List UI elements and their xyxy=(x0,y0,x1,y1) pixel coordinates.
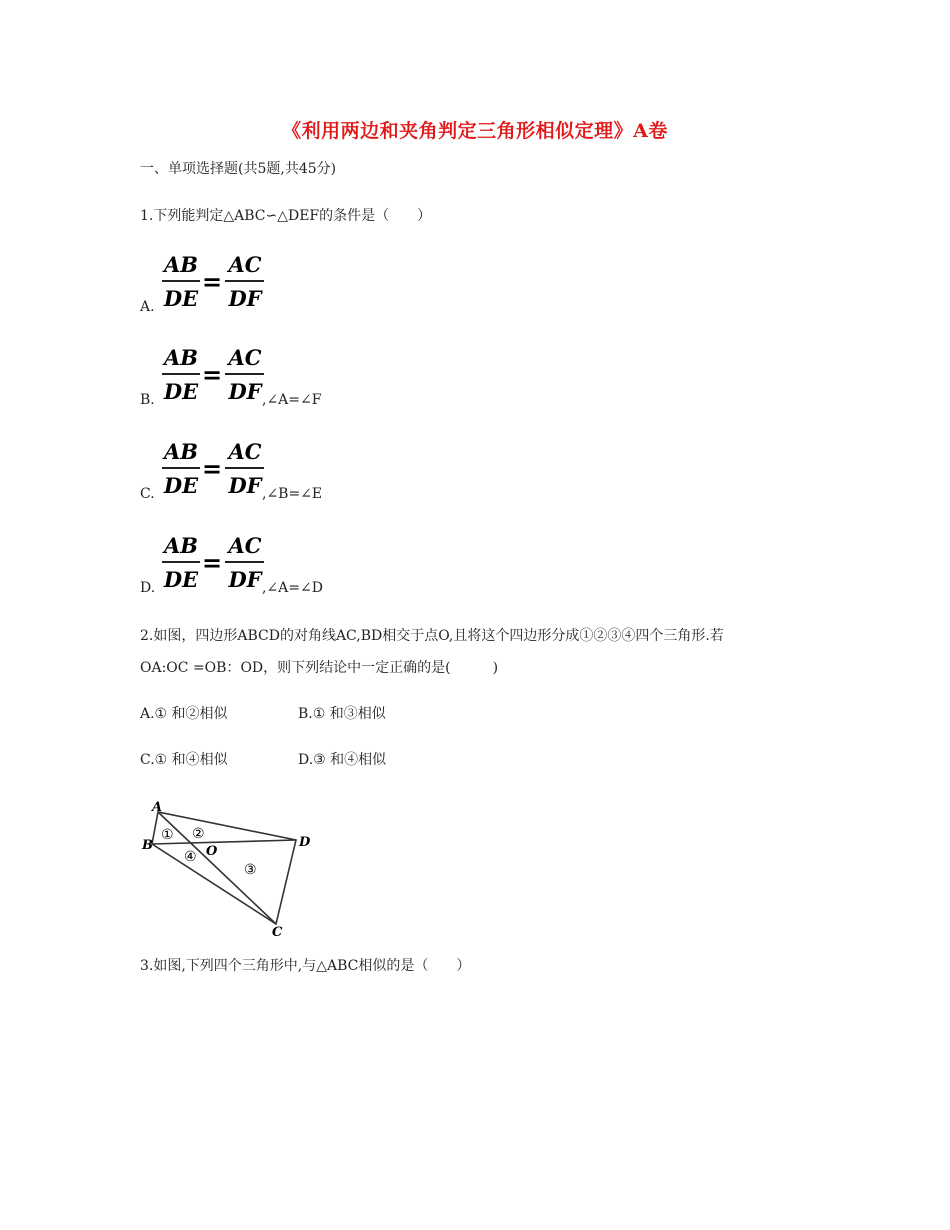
q2-stem-line1: 2.如图，四边形ABCD的对角线AC,BD相交于点O,且将这个四边形分成①②③④四个三角形.若 xyxy=(140,628,724,644)
frac-den-right: DF xyxy=(228,567,262,592)
q1-option-c-condition: ,∠B=∠E xyxy=(262,486,323,502)
q1-option-b-fraction xyxy=(160,343,270,411)
figure-label-d: D xyxy=(299,835,311,850)
figure-region-4: ④ xyxy=(184,849,197,865)
figure-region-2: ② xyxy=(192,826,205,842)
q2-option-b: B.① 和③相似 xyxy=(298,706,386,722)
q1-option-d-letter: D. xyxy=(140,580,156,596)
q3-stem: 3.如图,下列四个三角形中,与△ABC相似的是（ ） xyxy=(140,958,471,974)
q1-option-d-fraction xyxy=(160,531,270,599)
frac-den-right: DF xyxy=(228,473,262,498)
frac-den-left: DE xyxy=(163,286,199,311)
figure-label-o: O xyxy=(206,844,218,859)
frac-num-right: AC xyxy=(228,345,262,370)
q1-option-d-condition: ,∠A=∠D xyxy=(262,580,323,596)
q2-quadrilateral-figure xyxy=(140,798,320,940)
frac-den-left: DE xyxy=(163,567,199,592)
frac-equals: = xyxy=(201,360,223,389)
q1-option-a-fraction xyxy=(160,250,270,318)
q1-option-b-letter: B. xyxy=(140,392,155,408)
frac-equals: = xyxy=(201,267,223,296)
document-title: 《利用两边和夹角判定三角形相似定理》A卷 xyxy=(282,120,668,142)
q1-option-c-letter: C. xyxy=(140,486,155,502)
q2-stem-line2: OA:OC =OB：OD，则下列结论中一定正确的是( ) xyxy=(140,660,499,676)
q2-option-d: D.③ 和④相似 xyxy=(298,752,387,768)
figure-region-3: ③ xyxy=(244,862,257,878)
frac-num-left: AB xyxy=(163,439,199,464)
q1-stem: 1.下列能判定△ABC∽△DEF的条件是（ ） xyxy=(140,208,432,224)
frac-den-right: DF xyxy=(228,286,262,311)
figure-region-1: ① xyxy=(161,827,174,843)
frac-num-right: AC xyxy=(228,439,262,464)
frac-equals: = xyxy=(201,548,223,577)
frac-num-right: AC xyxy=(228,533,262,558)
frac-num-right: AC xyxy=(228,252,262,277)
section-heading: 一、单项选择题(共5题,共45分) xyxy=(140,161,337,177)
frac-den-left: DE xyxy=(163,473,199,498)
figure-label-b: B xyxy=(142,838,153,853)
frac-num-left: AB xyxy=(163,533,199,558)
figure-label-c: C xyxy=(272,925,283,940)
frac-num-left: AB xyxy=(163,345,199,370)
q2-option-a: A.① 和②相似 xyxy=(140,706,228,722)
q2-option-c: C.① 和④相似 xyxy=(140,752,228,768)
q1-option-a-letter: A. xyxy=(140,299,155,315)
frac-den-left: DE xyxy=(163,379,199,404)
q1-option-b-condition: ,∠A=∠F xyxy=(262,392,322,408)
frac-num-left: AB xyxy=(163,252,199,277)
figure-label-a: A xyxy=(152,800,163,815)
q1-option-c-fraction xyxy=(160,437,270,505)
frac-equals: = xyxy=(201,454,223,483)
frac-den-right: DF xyxy=(228,379,262,404)
